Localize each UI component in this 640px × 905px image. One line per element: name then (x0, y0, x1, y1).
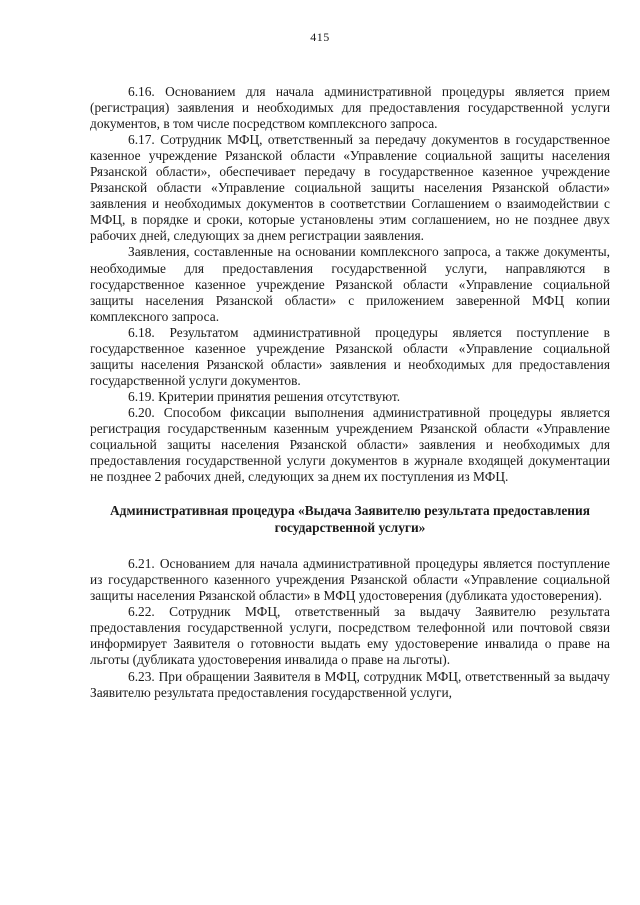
paragraph-6-19: 6.19. Критерии принятия решения отсутствуют. (128, 388, 401, 404)
page-number: 415 (310, 30, 330, 44)
paragraph-6-16: 6.16. Основанием для начала административной процедуры является прием (регистрация) заявления и необходимых для предоставления государственной услуги документов, в том числе посредством комплексного запроса. (90, 84, 610, 132)
paragraph-complex-request: Заявления, составленные на основании комплексного запроса, а также документы, необходимые для предоставления государственной услуги, направляются в государственное казенное учреждение Рязанской области «Управление социальной защиты населения Рязанской области» с приложением заверенной МФЦ копии комплексного запроса. (90, 244, 610, 324)
paragraph-6-21: 6.21. Основанием для начала административной процедуры является поступление из государственного казенного учреждения Рязанской области «Управление социальной защиты населения Рязанской области» в МФЦ удостоверения (дубликата удостоверения). (90, 556, 610, 604)
paragraph-6-22: 6.22. Сотрудник МФЦ, ответственный за выдачу Заявителю результата предоставления государственной услуги, посредством телефонной или почтовой связи информирует Заявителя о готовности выдать ему удостоверение инвалида о праве на льготы (дубликата удостоверения инвалида о праве на льготы). (90, 604, 610, 668)
document-body (90, 84, 610, 701)
paragraph-6-23: 6.23. При обращении Заявителя в МФЦ, сотрудник МФЦ, ответственный за выдачу Заявителю результата предоставления государственной услуги, (90, 668, 610, 700)
paragraph-6-17: 6.17. Сотрудник МФЦ, ответственный за передачу документов в государственное казенное учреждение Рязанской области «Управление социальной защиты населения Рязанской области», обеспечивает передачу в государственное казенное учреждение Рязанской области «Управление социальной защиты населения Рязанской области» заявления и необходимых документов в соответствии Соглашением о взаимодействии с МФЦ, в порядке и сроки, которые установлены этим соглашением, но не позднее двух рабочих дней, следующих за днем регистрации заявления. (90, 132, 610, 244)
paragraph-6-20: 6.20. Способом фиксации выполнения административной процедуры является регистрация государственным казенным учреждением Рязанской области «Управление социальной защиты населения Рязанской области» заявления и необходимых для предоставления государственной услуги документов в журнале входящей документации не позднее 2 рабочих дней, следующих за днем их поступления из МФЦ. (90, 404, 610, 485)
paragraph-6-18: 6.18. Результатом административной процедуры является поступление в государственное казенное учреждение Рязанской области «Управление социальной защиты населения Рязанской области» заявления и необходимых для предоставления государственной услуги документов. (90, 324, 610, 388)
section-heading: Административная процедура «Выдача Заявителю результата предоставления государственной услуги» (110, 503, 590, 535)
